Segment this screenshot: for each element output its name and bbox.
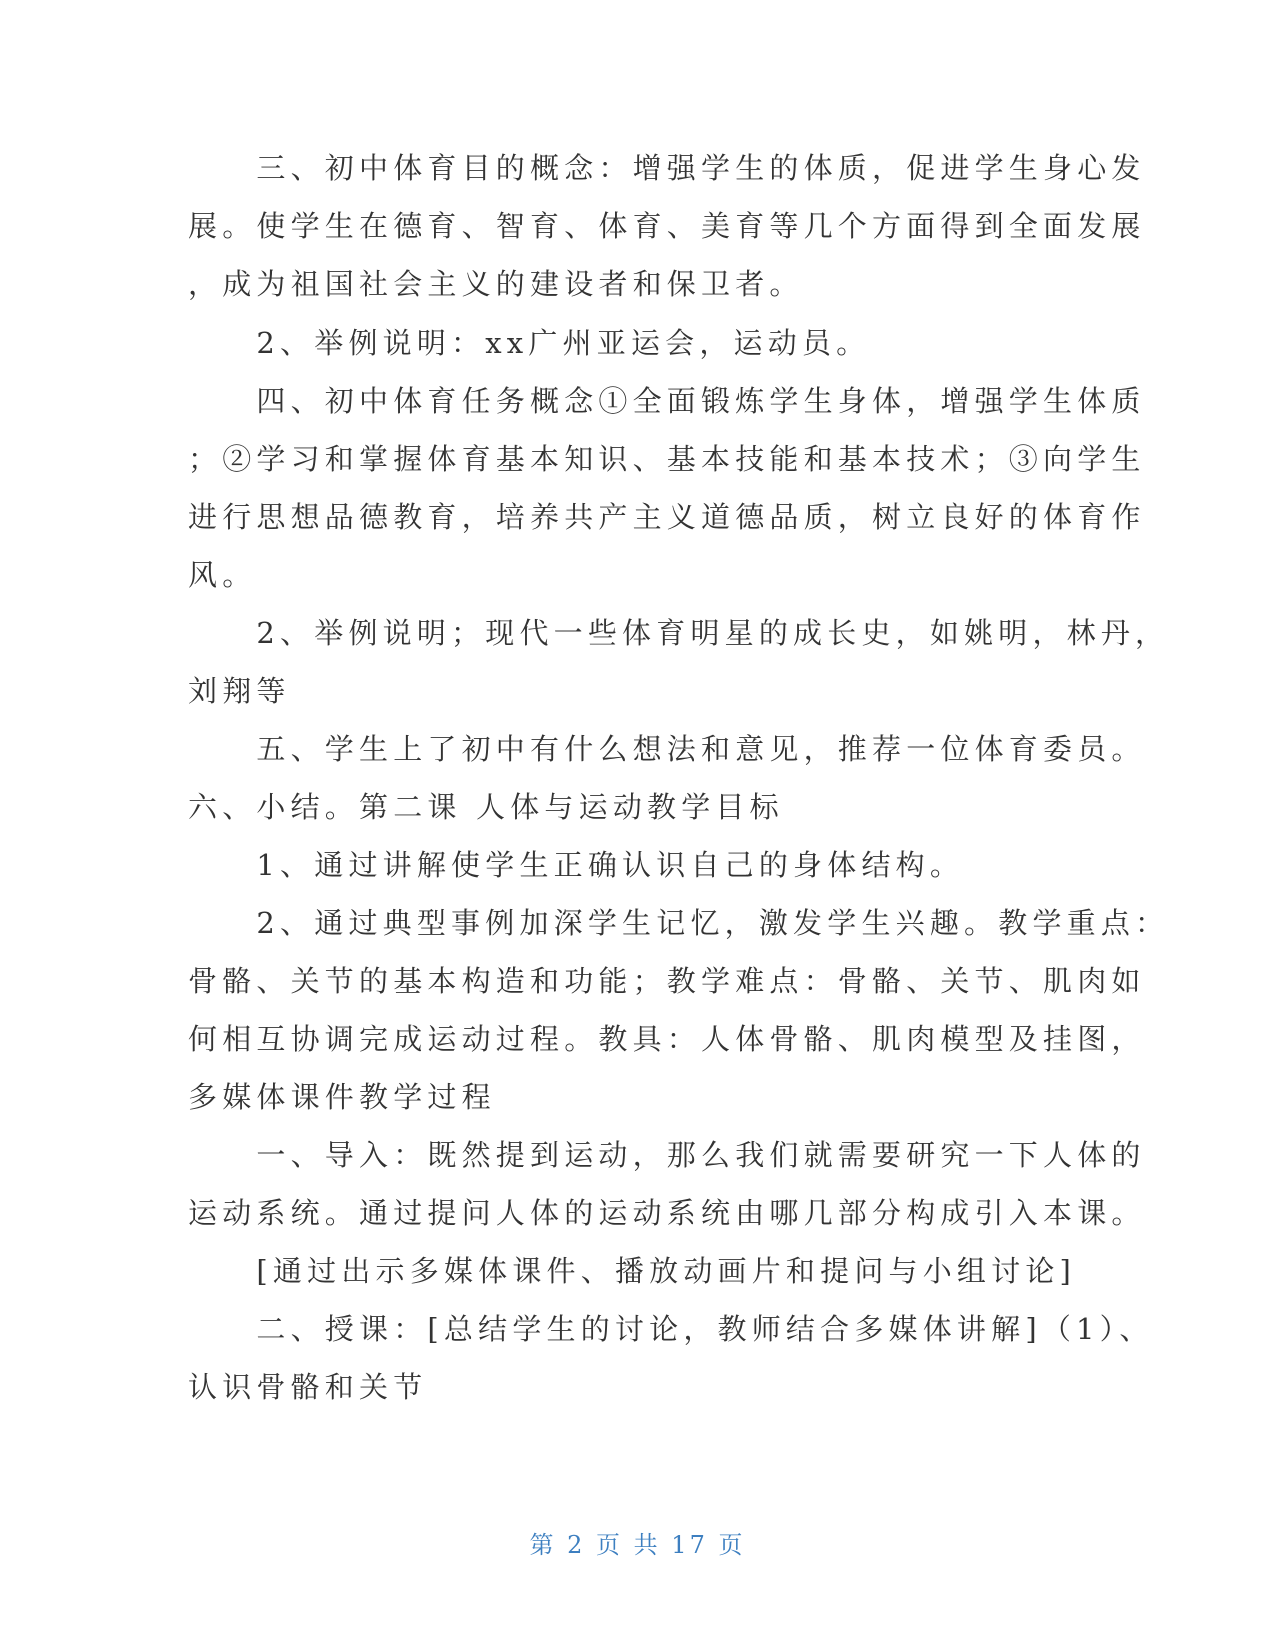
text-line: 2、通过典型事例加深学生记忆，激发学生兴趣。教学重点： <box>188 906 1170 940</box>
text-line: 风。 <box>188 558 257 592</box>
text-line: 2、举例说明：xx广州亚运会，运动员。 <box>188 326 871 360</box>
text-line: [通过出示多媒体课件、播放动画片和提问与小组讨论] <box>188 1254 1077 1288</box>
text-line: 六、小结。第二课 人体与运动教学目标 <box>188 790 784 824</box>
text-line: 五、学生上了初中有什么想法和意见，推荐一位体育委员。 <box>188 732 1146 766</box>
text-line: 多媒体课件教学过程 <box>188 1080 496 1114</box>
text-line: 进行思想品德教育，培养共产主义道德品质，树立良好的体育作 <box>188 500 1146 534</box>
text-line: 骨骼、关节的基本构造和功能；教学难点：骨骼、关节、肌肉如 <box>188 964 1146 998</box>
text-line: 1、通过讲解使学生正确认识自己的身体结构。 <box>188 848 965 882</box>
page-number-footer: 第 2 页 共 17 页 <box>529 1531 746 1559</box>
text-line: 三、初中体育目的概念：增强学生的体质，促进学生身心发 <box>188 151 1146 185</box>
text-line: 四、初中体育任务概念①全面锻炼学生身体，增强学生体质 <box>188 384 1146 418</box>
text-line: 刘翔等 <box>188 674 291 708</box>
text-line: 一、导入：既然提到运动，那么我们就需要研究一下人体的 <box>188 1138 1146 1172</box>
text-line: 展。使学生在德育、智育、体育、美育等几个方面得到全面发展 <box>188 209 1146 243</box>
text-line: 认识骨骼和关节 <box>188 1370 428 1404</box>
text-line: 何相互协调完成运动过程。教具：人体骨骼、肌肉模型及挂图， <box>188 1022 1146 1056</box>
text-line: 二、授课：[总结学生的讨论，教师结合多媒体讲解]（1）、 <box>188 1312 1154 1346</box>
text-line: 2、举例说明；现代一些体育明星的成长史，如姚明，林丹， <box>188 616 1170 650</box>
text-line: ，成为祖国社会主义的建设者和保卫者。 <box>188 267 804 301</box>
text-line: ；②学习和掌握体育基本知识、基本技能和基本技术；③向学生 <box>188 442 1146 476</box>
text-line: 运动系统。通过提问人体的运动系统由哪几部分构成引入本课。 <box>188 1196 1146 1230</box>
